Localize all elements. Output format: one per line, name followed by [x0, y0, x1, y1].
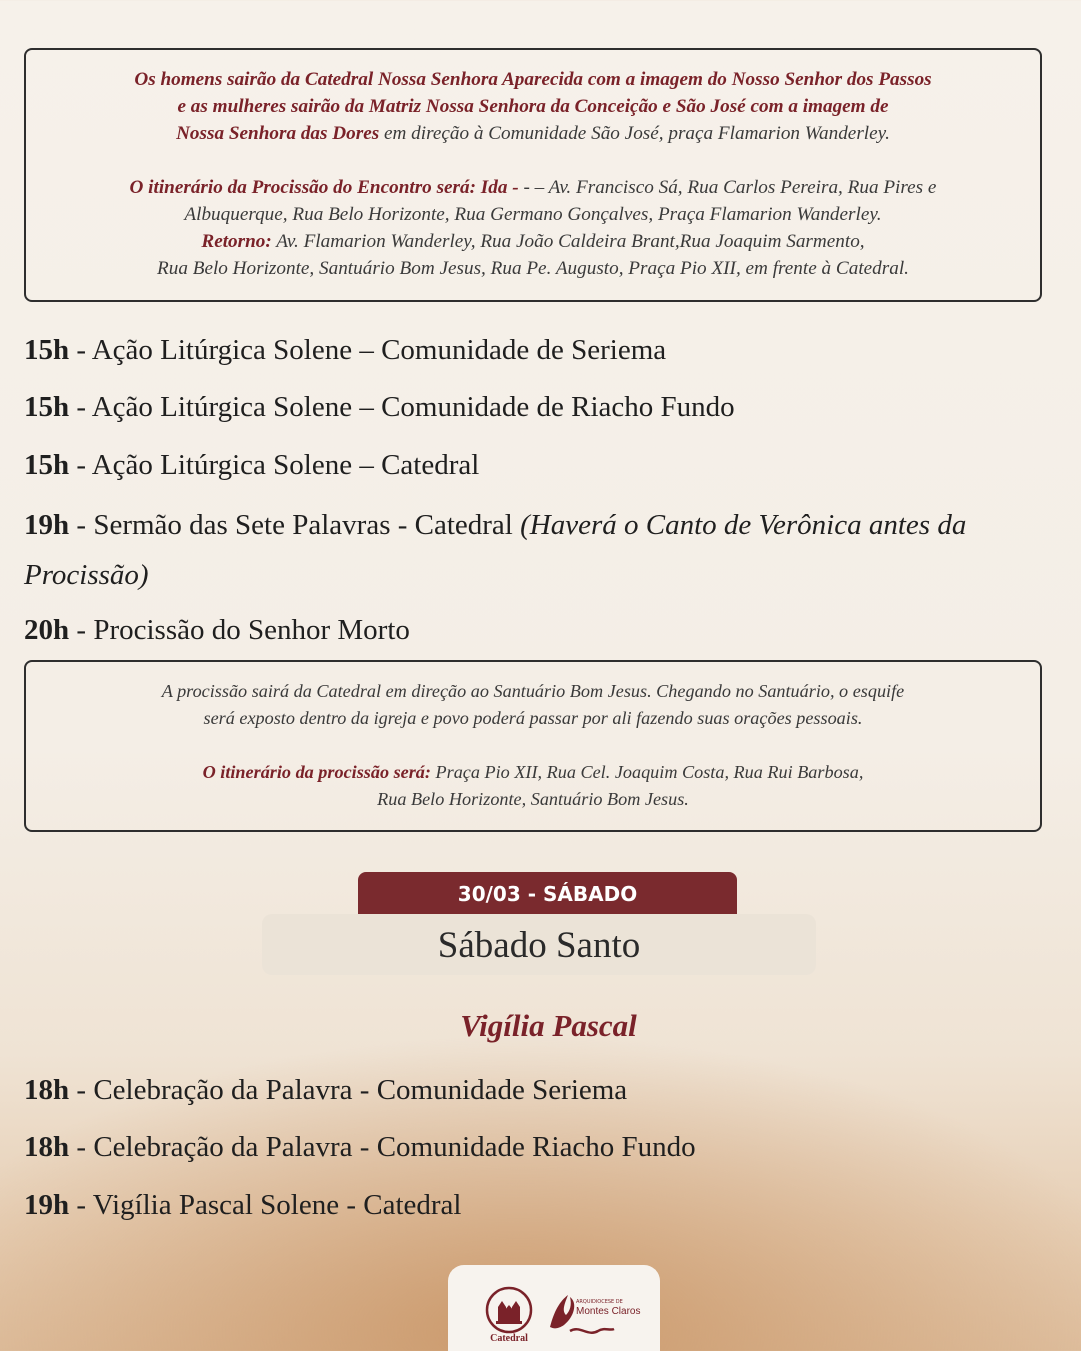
return-line: Retorno: Av. Flamarion Wanderley, Rua João Caldeira Brant,Rua Joaquim Sarmento, [201, 231, 865, 252]
schedule-item: 15h - Ação Litúrgica Solene – Comunidade de Seriema [24, 334, 667, 366]
schedule-item: 18h - Celebração da Palavra - Comunidade Seriema [24, 1074, 628, 1106]
svg-text:ARQUIDIOCESE DE: ARQUIDIOCESE DE [576, 1299, 623, 1305]
itinerary-line: O itinerário da Procissão do Encontro será: Ida - - – Av. Francisco Sá, Rua Carlos Pereira, Rua Pires e [129, 177, 937, 198]
notice-line: Nossa Senhora das Dores em direção à Comunidade São José, praça Flamarion Wanderley. [176, 123, 890, 144]
catedral-logo [478, 1283, 540, 1345]
schedule-item: 19h - Vigília Pascal Solene - Catedral [24, 1189, 462, 1221]
notice-line: Os homens sairão da Catedral Nossa Senhora Aparecida com a imagem do Nosso Senhor dos Passos [134, 69, 932, 90]
notice-line: será exposto dentro da igreja e povo poderá passar por ali fazendo suas orações pessoais. [203, 708, 863, 728]
notice-line: A procissão sairá da Catedral em direção ao Santuário Bom Jesus. Chegando no Santuário, o esquife [161, 681, 905, 701]
notice-line: e as mulheres sairão da Matriz Nossa Senhora da Conceição e São José com a imagem de [177, 96, 889, 117]
schedule-item: 15h - Ação Litúrgica Solene – Catedral [24, 449, 480, 481]
itinerary-line: Rua Belo Horizonte, Santuário Bom Jesus. [377, 789, 689, 809]
day-title: Sábado Santo [262, 914, 816, 975]
schedule-note: (Haverá o Canto de Verônica antes da Procissão) [24, 509, 967, 591]
procession-dead-lord-notice [24, 660, 1042, 832]
date-banner: 30/03 - SÁBADO [358, 872, 737, 914]
section-subtitle: Vigília Pascal [460, 1008, 637, 1043]
logo-card [448, 1265, 660, 1351]
return-line: Rua Belo Horizonte, Santuário Bom Jesus, Rua Pe. Augusto, Praça Pio XII, em frente à Catedral. [157, 258, 909, 279]
schedule-item: 20h - Procissão do Senhor Morto [24, 614, 410, 646]
itinerary-line: O itinerário da procissão será: Praça Pio XII, Rua Cel. Joaquim Costa, Rua Rui Barbosa, [202, 762, 864, 782]
schedule-item: 18h - Celebração da Palavra - Comunidade Riacho Fundo [24, 1131, 696, 1163]
schedule-item: 15h - Ação Litúrgica Solene – Comunidade de Riacho Fundo [24, 391, 735, 423]
arquidiocese-logo [544, 1281, 654, 1341]
schedule-item: 19h - Sermão das Sete Palavras - Catedral (Haverá o Canto de Verônica antes da Procissão) [24, 509, 967, 591]
itinerary-line: Albuquerque, Rua Belo Horizonte, Rua Germano Gonçalves, Praça Flamarion Wanderley. [184, 204, 882, 225]
procession-encounter-notice [24, 48, 1042, 302]
svg-text:Catedral: Catedral [490, 1333, 528, 1344]
svg-text:Montes Claros: Montes Claros [576, 1306, 641, 1317]
